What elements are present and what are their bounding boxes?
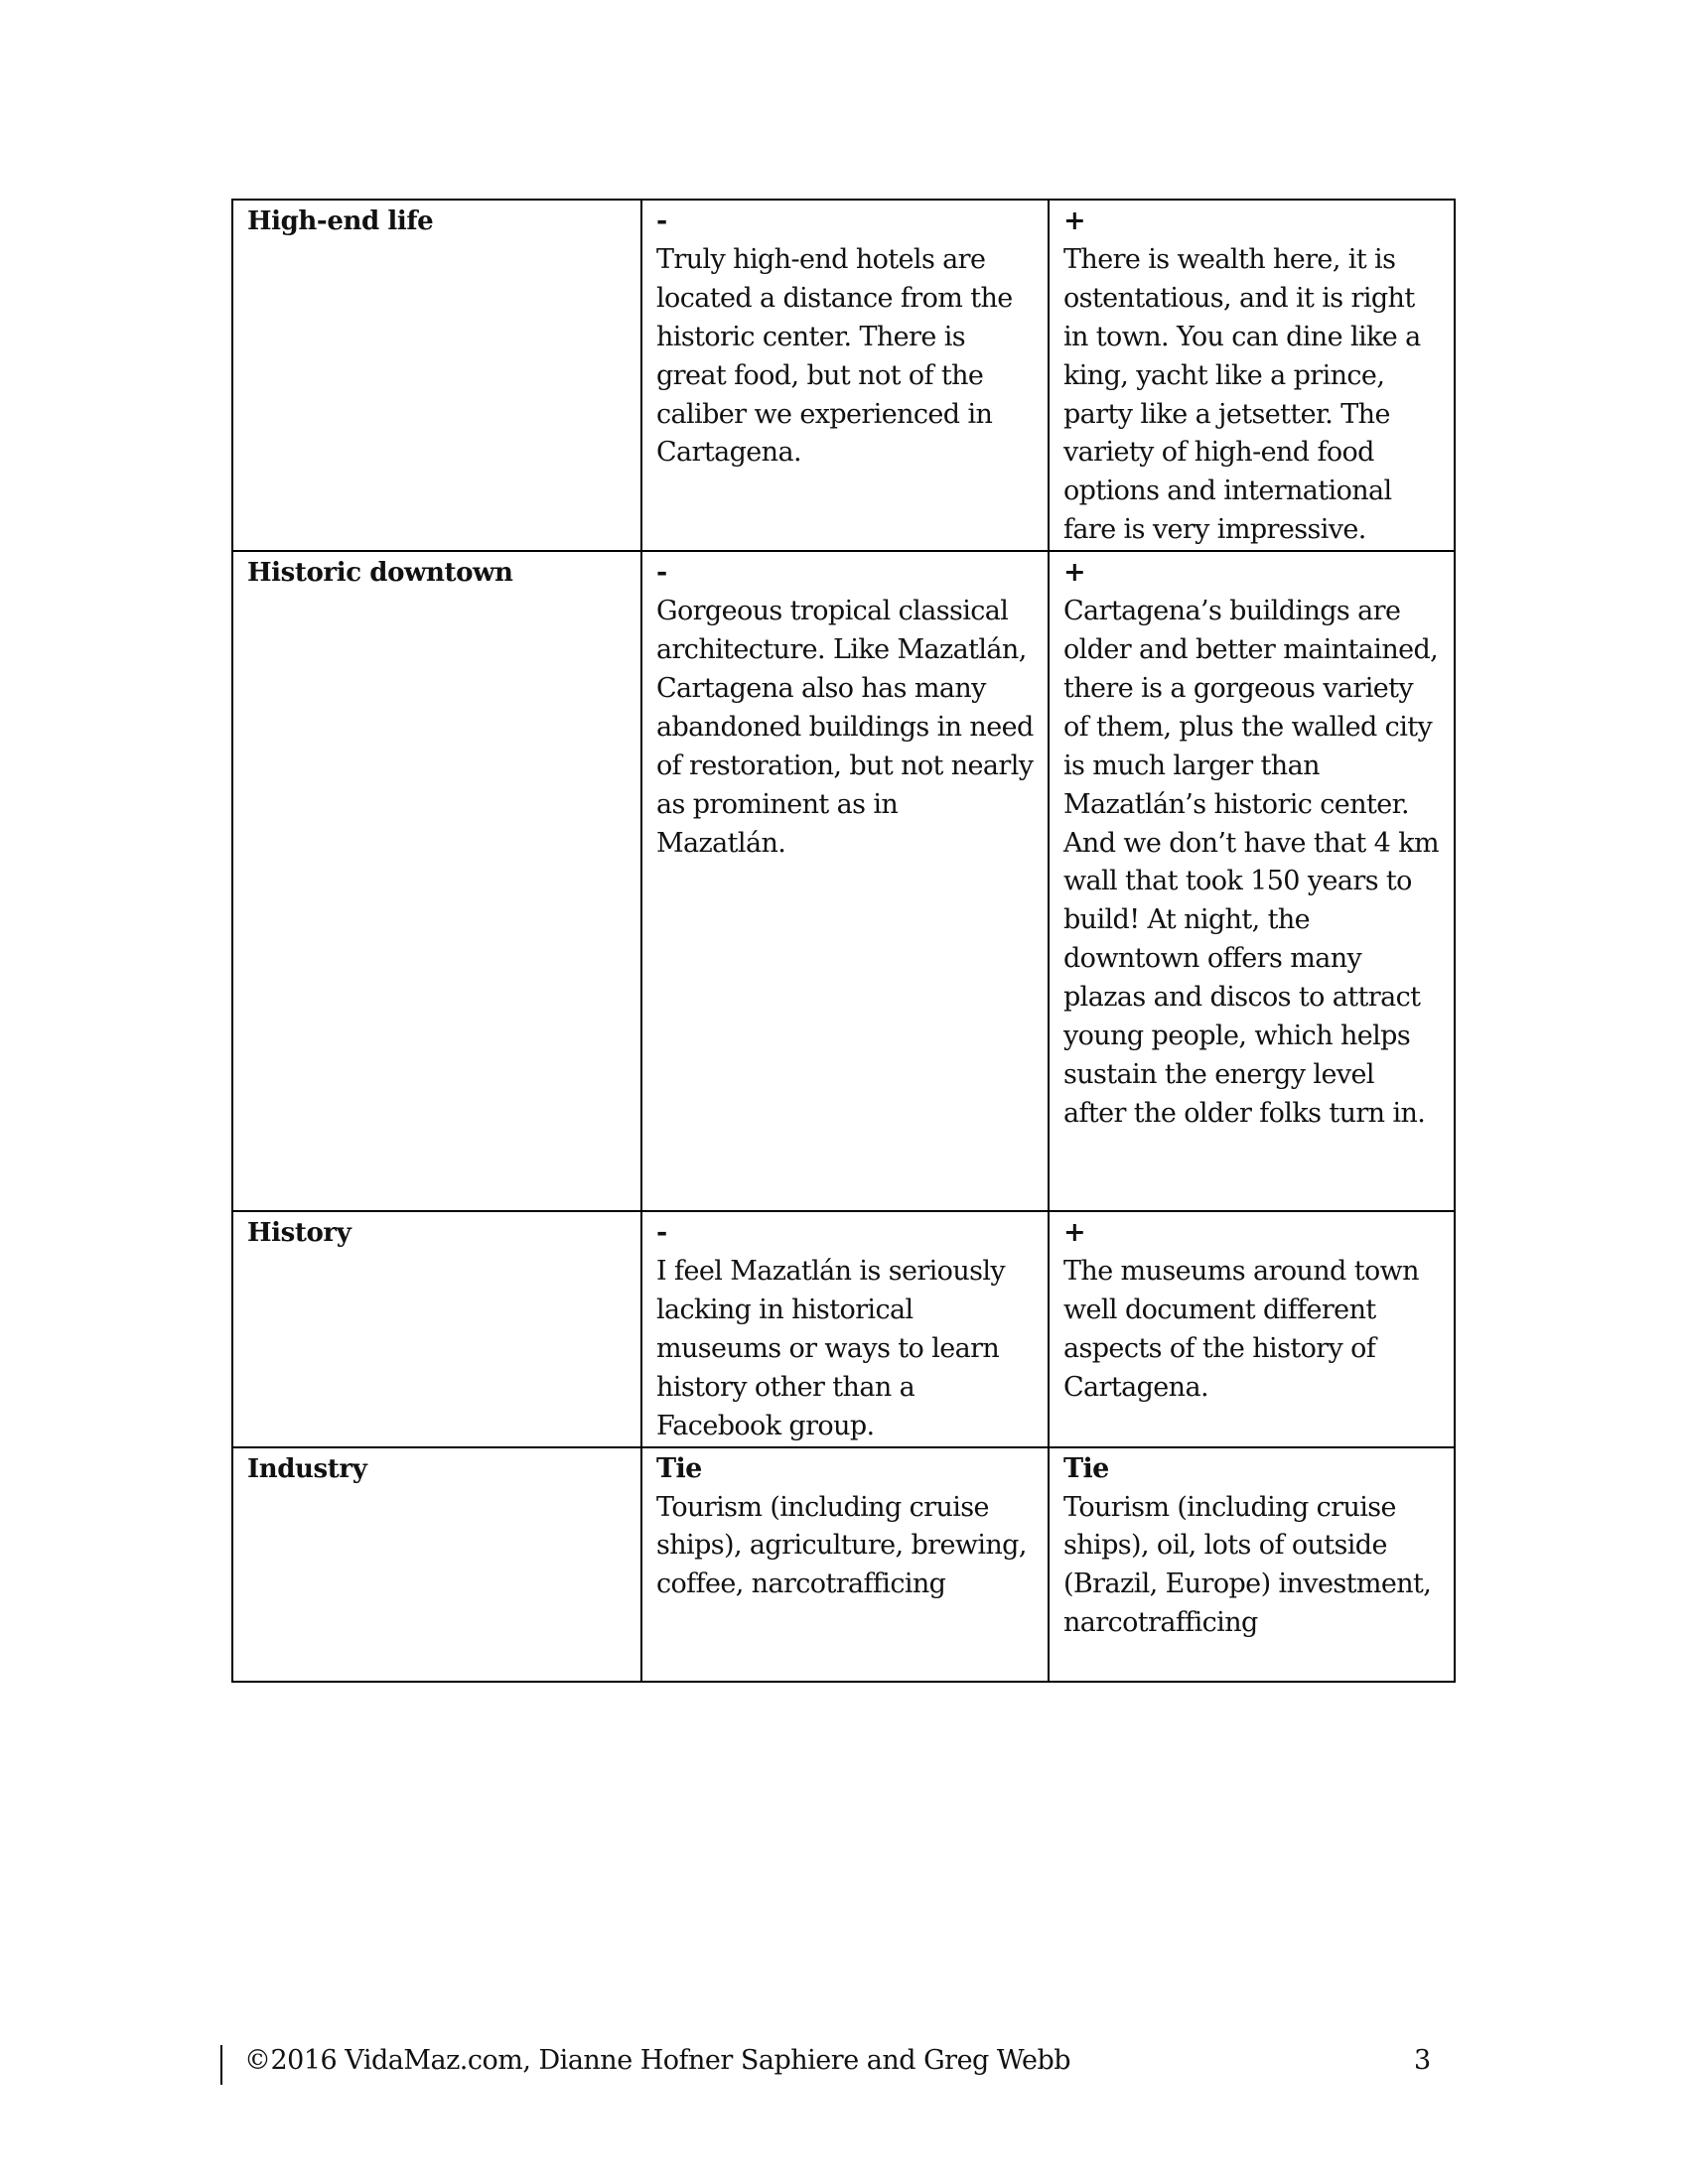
category-cell [232, 1447, 641, 1682]
table-row [232, 1447, 1455, 1682]
mazatlan-cell [641, 200, 1049, 551]
cartagena-cell [1049, 200, 1455, 551]
category-label: History [247, 1218, 352, 1249]
cell-text: Tourism (including cruise ships), agriculture, brewing, coffee, narcotrafficing [656, 1491, 1027, 1600]
cell-text: Cartagena’s buildings are older and better maintained, there is a gorgeous variety of them, plus the walled city is much larger than Mazatlán’s historic center. And we don’t have that 4 km wall that took 150 years to build! At night, the downtown offers many plazas and discos to attract young people, which helps sustain the energy level after the older folks turn in. [1063, 596, 1439, 1129]
rating-plus: + [1063, 557, 1086, 589]
table-row [232, 1211, 1455, 1446]
cell-text: Tourism (including cruise ships), oil, lots of outside (Brazil, Europe) investment, narcotrafficing [1063, 1491, 1432, 1639]
rating-minus: - [656, 205, 667, 236]
rating-plus: + [1063, 1217, 1086, 1249]
category-cell [232, 1211, 641, 1446]
rating-plus: + [1063, 205, 1086, 236]
footer-copyright: ©2016 VidaMaz.com, Dianne Hofner Saphiere and Greg Webb [244, 2045, 1071, 2076]
mazatlan-cell [641, 551, 1049, 1211]
rating-minus: - [656, 557, 667, 589]
mazatlan-cell [641, 1447, 1049, 1682]
page-number: 3 [1414, 2045, 1432, 2076]
category-label: Historic downtown [247, 558, 513, 589]
category-label: Industry [247, 1453, 367, 1484]
cartagena-cell [1049, 551, 1455, 1211]
rating-minus: - [656, 1217, 667, 1249]
cell-text: I feel Mazatlán is seriously lacking in historical museums or ways to learn history other than a Facebook group. [656, 1256, 1006, 1441]
category-cell [232, 200, 641, 551]
category-cell [232, 551, 641, 1211]
table-row [232, 551, 1455, 1211]
cell-text: There is wealth here, it is ostentatious, and it is right in town. You can dine like a king, yacht like a prince, party like a jetsetter. The variety of high-end food options and international fare is very impressive. [1063, 243, 1421, 546]
comparison-table [231, 199, 1456, 1683]
cell-text: The museums around town well document different aspects of the history of Cartagena. [1063, 1256, 1419, 1403]
footer-divider [220, 2045, 222, 2085]
cell-text: Truly high-end hotels are located a distance from the historic center. There is great food, but not of the caliber we experienced in Cartagena. [656, 243, 1013, 469]
cartagena-cell [1049, 1211, 1455, 1446]
cartagena-cell [1049, 1447, 1455, 1682]
category-label: High-end life [247, 206, 434, 236]
mazatlan-cell [641, 1211, 1049, 1446]
cell-text: Gorgeous tropical classical architecture. Like Mazatlán, Cartagena also has many abandoned buildings in need of restoration, but not nearly as prominent as in Mazatlán. [656, 596, 1034, 859]
table-row [232, 200, 1455, 551]
rating-tie: Tie [656, 1452, 702, 1484]
rating-tie: Tie [1063, 1452, 1109, 1484]
